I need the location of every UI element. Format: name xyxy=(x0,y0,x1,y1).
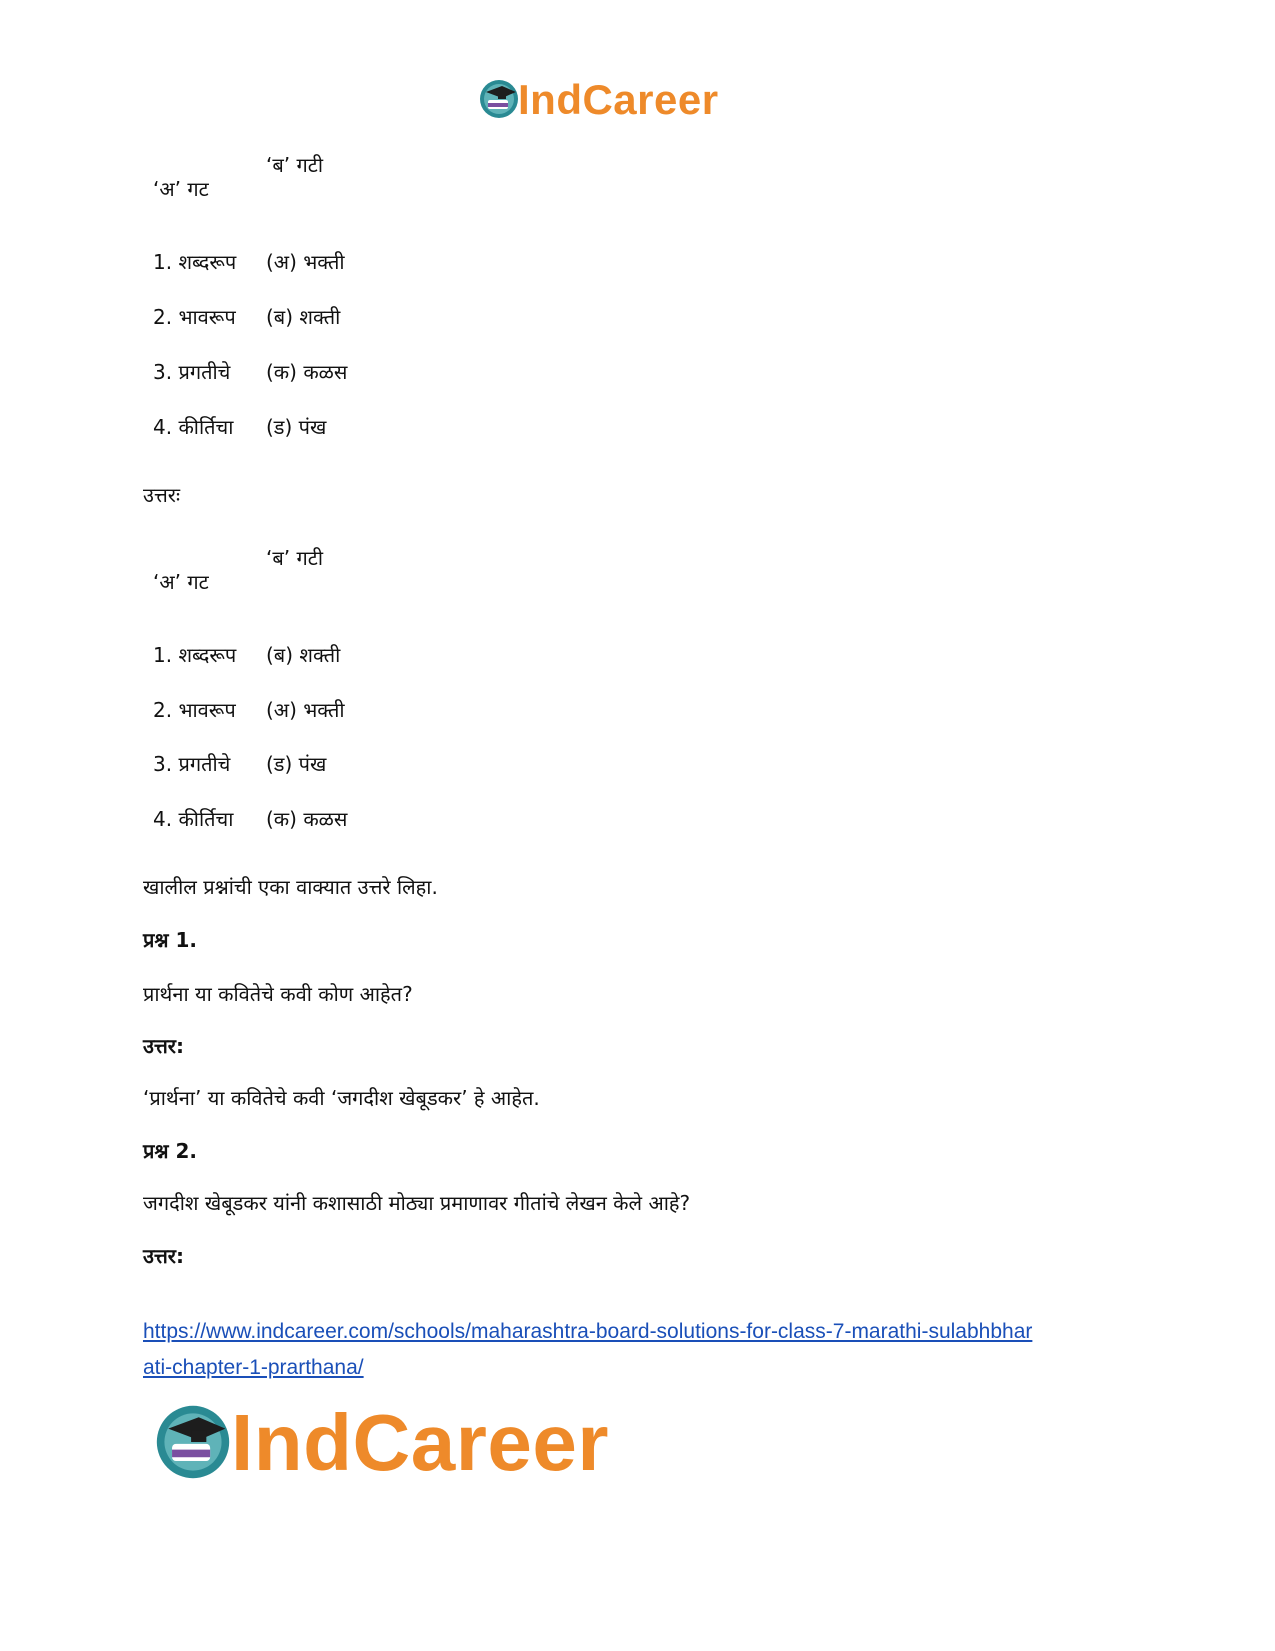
source-link[interactable] xyxy=(143,1314,1032,1386)
match1-col-a-header: ‘अ’ गट xyxy=(153,177,209,201)
match1-row-3-a: 3. प्रगतीचे xyxy=(153,360,231,384)
match2-row-2-b: (अ) भक्ती xyxy=(266,698,345,722)
question-1-label: प्रश्न 1. xyxy=(143,928,197,952)
match2-row-1-b: (ब) शक्ती xyxy=(266,643,341,667)
question-2-label: प्रश्न 2. xyxy=(143,1139,197,1163)
match2-col-a-header: ‘अ’ गट xyxy=(153,570,209,594)
question-1-answer-label: उत्तर: xyxy=(143,1034,184,1058)
source-link-line-2[interactable]: ati-chapter-1-prarthana/ xyxy=(143,1356,364,1379)
question-1-text: प्रार्थना या कवितेचे कवी कोण आहेत? xyxy=(143,982,413,1006)
match1-row-1-b: (अ) भक्ती xyxy=(266,250,345,274)
answer-label: उत्तरः xyxy=(143,483,180,507)
match2-row-4-b: (क) कळस xyxy=(266,807,348,831)
section-heading: खालील प्रश्नांची एका वाक्यात उत्तरे लिहा. xyxy=(143,875,438,899)
match1-row-3-b: (क) कळस xyxy=(266,360,348,384)
match1-row-1-a: 1. शब्दरूप xyxy=(153,250,237,274)
match2-row-3-b: (ड) पंख xyxy=(266,752,327,776)
footer-logo-text: IndCareer xyxy=(231,1398,609,1487)
match1-row-2-b: (ब) शक्ती xyxy=(266,305,341,329)
graduation-cap-book-icon xyxy=(153,1402,233,1482)
match2-row-3-a: 3. प्रगतीचे xyxy=(153,752,231,776)
question-2-answer-label: उत्तर: xyxy=(143,1244,184,1268)
match1-row-4-a: 4. कीर्तिचा xyxy=(153,415,234,439)
match1-row-2-a: 2. भावरूप xyxy=(153,305,236,329)
match2-row-1-a: 1. शब्दरूप xyxy=(153,643,237,667)
question-2-text: जगदीश खेबूडकर यांनी कशासाठी मोठ्या प्रमाणावर गीतांचे लेखन केले आहे? xyxy=(143,1191,691,1215)
match2-row-2-a: 2. भावरूप xyxy=(153,698,236,722)
header-logo-text: IndCareer xyxy=(518,76,719,123)
source-link-line-1[interactable]: https://www.indcareer.com/schools/maharashtra-board-solutions-for-class-7-marathi-sulabhbhar xyxy=(143,1320,1033,1343)
match1-col-b-header: ‘ब’ गटी xyxy=(266,153,324,177)
match2-row-4-a: 4. कीर्तिचा xyxy=(153,807,234,831)
graduation-cap-book-icon xyxy=(478,78,520,120)
match2-col-b-header: ‘ब’ गटी xyxy=(266,546,324,570)
question-1-answer: ‘प्रार्थना’ या कवितेचे कवी ‘जगदीश खेबूडकर’ हे आहेत. xyxy=(143,1086,540,1110)
match1-row-4-b: (ड) पंख xyxy=(266,415,327,439)
